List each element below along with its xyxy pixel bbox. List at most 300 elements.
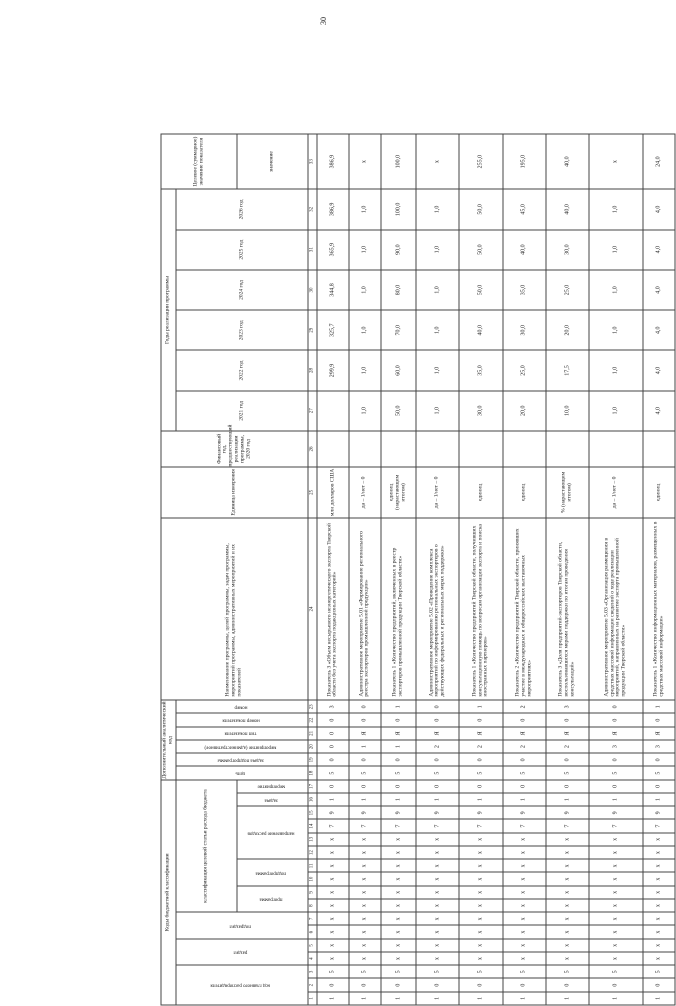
indicator-name: Административное мероприятие 5.03 «Организация размещения в средствах массовой информации сведений о ходе реализации мероприятий, направленных на развитие экспорта промышленной продукции Тверской области» (589, 518, 643, 700)
code-cell: х (546, 899, 589, 912)
code-cell: х (546, 833, 589, 846)
column-number: 4 (308, 952, 317, 965)
code-cell: х (546, 886, 589, 899)
code-cell: х (317, 926, 349, 939)
year-value-cell: 60,0 (381, 350, 416, 390)
code-cell: 5 (589, 766, 643, 779)
column-number: 6 (308, 926, 317, 939)
code-cell: 5 (459, 766, 502, 779)
code-cell: х (381, 833, 416, 846)
code-cell: 1 (349, 740, 381, 753)
code-cell: х (416, 859, 459, 872)
code-cell: Я (503, 727, 546, 740)
code-cell: Я (546, 727, 589, 740)
code-cell: 5 (503, 965, 546, 978)
code-cell: х (589, 859, 643, 872)
unit-cell: единиц (нарастающим итогом) (381, 467, 416, 518)
code-cell: 0 (317, 753, 349, 766)
column-number: 32 (308, 189, 317, 229)
column-number: 20 (308, 740, 317, 753)
base-year-cell (381, 431, 416, 467)
code-cell: 0 (349, 979, 381, 992)
header-c-target-text: цель (235, 770, 246, 776)
code-cell: х (589, 886, 643, 899)
header-year-6: 2026 год (176, 189, 308, 229)
code-cell: 1 (503, 992, 546, 1005)
unit-cell: единиц (503, 467, 546, 518)
code-cell: 0 (503, 713, 546, 726)
code-cell: х (349, 859, 381, 872)
header-c-type-text: тип показателя (224, 730, 257, 736)
code-cell: 1 (643, 793, 675, 806)
page-number: 30 (319, 17, 328, 25)
final-value-cell: 100,0 (381, 134, 416, 189)
code-cell: 7 (416, 820, 459, 833)
code-cell: х (459, 912, 502, 925)
header-target-article: классификация целевой статьи расхода бюджета (176, 780, 237, 913)
code-cell: х (317, 886, 349, 899)
code-cell: х (546, 926, 589, 939)
header-c-measure (176, 740, 308, 753)
indicator-name: Показатель 2 «Количество предприятий Тверской области, принявших участие в международных и общероссийских выставочных мероприятиях» (503, 518, 546, 700)
code-cell: х (317, 846, 349, 859)
column-number: 13 (308, 833, 317, 846)
year-value-cell: 299,9 (317, 350, 349, 390)
code-cell: х (317, 859, 349, 872)
column-number: 12 (308, 846, 317, 859)
code-cell: 3 (546, 700, 589, 713)
code-cell: х (643, 952, 675, 965)
unit-cell: да – 1/нет – 0 (589, 467, 643, 518)
code-cell: 0 (643, 979, 675, 992)
header-c-purpose-text: задача (264, 797, 278, 803)
code-cell: 7 (381, 820, 416, 833)
year-value-cell: 40,0 (503, 230, 546, 270)
code-cell: х (381, 926, 416, 939)
code-cell: 7 (546, 820, 589, 833)
code-cell: 7 (459, 820, 502, 833)
indicator-name: Показатель 1 «Количество предприятий, включенных в реестр экспортеров промышленной продукции Тверской области» (381, 518, 416, 700)
code-cell: х (503, 939, 546, 952)
code-cell: х (589, 846, 643, 859)
code-cell: х (589, 926, 643, 939)
column-number: 2 (308, 979, 317, 992)
column-number: 31 (308, 230, 317, 270)
header-final-value: значение (237, 134, 308, 189)
code-cell: 5 (381, 965, 416, 978)
code-cell: 7 (589, 820, 643, 833)
column-number: 25 (308, 467, 317, 518)
year-value-cell: 4,0 (643, 350, 675, 390)
table-row (381, 134, 416, 1005)
indicator-name: Показатель 3 «Доля предприятий-экспортеров Тверской области, воспользовавшихся мерами поддержки по итогам проведения консультаций» (546, 518, 589, 700)
code-cell: 5 (349, 965, 381, 978)
final-value-cell: х (589, 134, 643, 189)
program-indicators-table (161, 134, 676, 1006)
code-cell: 1 (589, 992, 643, 1005)
column-number: 19 (308, 753, 317, 766)
code-cell: х (416, 912, 459, 925)
code-cell: х (546, 859, 589, 872)
code-cell: 1 (546, 793, 589, 806)
code-cell: 0 (459, 753, 502, 766)
code-cell: 5 (546, 965, 589, 978)
code-cell: 7 (503, 820, 546, 833)
code-cell: х (317, 952, 349, 965)
year-value-cell: 80,0 (381, 270, 416, 310)
code-cell: х (381, 912, 416, 925)
code-cell: 1 (317, 992, 349, 1005)
year-value-cell: 30,0 (546, 230, 589, 270)
code-cell: 0 (546, 979, 589, 992)
year-value-cell: 1,0 (416, 310, 459, 350)
header-c-item (237, 780, 308, 793)
code-cell: 0 (416, 979, 459, 992)
code-cell: х (589, 833, 643, 846)
code-cell: х (381, 873, 416, 886)
final-value-cell: 24,0 (643, 134, 675, 189)
code-cell: х (503, 952, 546, 965)
year-value-cell: 1,0 (589, 310, 643, 350)
code-cell: Я (589, 727, 643, 740)
code-cell: х (546, 939, 589, 952)
year-value-cell: 10,0 (546, 391, 589, 431)
unit-cell: да – 1/нет – 0 (349, 467, 381, 518)
code-cell: 0 (503, 979, 546, 992)
header-section (176, 939, 308, 966)
header-c-kind (176, 700, 308, 713)
base-year-cell (317, 431, 349, 467)
year-value-cell: 4,0 (643, 189, 675, 229)
year-value-cell: 1,0 (349, 189, 381, 229)
unit-cell: % (нарастающим итогом) (546, 467, 589, 518)
code-cell: 0 (643, 780, 675, 793)
code-cell: 3 (589, 740, 643, 753)
code-cell: 0 (643, 713, 675, 726)
code-cell: х (381, 952, 416, 965)
code-cell: 9 (416, 806, 459, 819)
year-value-cell: 4,0 (643, 270, 675, 310)
table-row (546, 134, 589, 1005)
code-cell: 0 (416, 753, 459, 766)
final-value-cell: 195,0 (503, 134, 546, 189)
column-number: 23 (308, 700, 317, 713)
code-cell: х (643, 833, 675, 846)
column-number: 3 (308, 965, 317, 978)
code-cell: 1 (589, 793, 643, 806)
code-cell: 0 (459, 979, 502, 992)
base-year-cell (349, 431, 381, 467)
code-cell: 0 (546, 713, 589, 726)
code-cell: 9 (381, 806, 416, 819)
program-table-sheet (161, 134, 676, 1006)
code-cell: 2 (546, 740, 589, 753)
code-cell: х (503, 873, 546, 886)
column-number: 30 (308, 270, 317, 310)
final-value-cell: 40,0 (546, 134, 589, 189)
code-cell: х (503, 886, 546, 899)
unit-cell: единиц (459, 467, 502, 518)
indicator-name: Показатель 1 «Количество предприятий Тверской области, получивших консультационную помощь по вопросам организации экспорта и поиска иностранных партнеров» (459, 518, 502, 700)
column-number: 24 (308, 518, 317, 700)
column-number: 18 (308, 766, 317, 779)
table-row (349, 134, 381, 1005)
code-cell: 9 (503, 806, 546, 819)
code-cell: 0 (381, 713, 416, 726)
header-c-subprogram-text: подпрограмма (255, 870, 287, 876)
code-cell: 9 (459, 806, 502, 819)
code-cell: 5 (643, 766, 675, 779)
code-cell: х (416, 886, 459, 899)
code-cell: 7 (317, 820, 349, 833)
code-cell: х (349, 899, 381, 912)
code-cell: 9 (589, 806, 643, 819)
code-cell: х (349, 873, 381, 886)
code-cell: х (416, 833, 459, 846)
column-number: 15 (308, 806, 317, 819)
table-row (459, 134, 502, 1005)
header-c-number-text: номер показателя (222, 717, 260, 723)
code-cell: 5 (589, 965, 643, 978)
code-cell: 0 (317, 713, 349, 726)
year-value-cell: 1,0 (349, 310, 381, 350)
code-cell: х (643, 846, 675, 859)
code-cell: х (503, 926, 546, 939)
column-number: 33 (308, 134, 317, 189)
code-cell: 0 (416, 700, 459, 713)
year-value-cell: 30,0 (459, 391, 502, 431)
table-row (503, 134, 546, 1005)
code-cell: 5 (381, 766, 416, 779)
column-number: 28 (308, 350, 317, 390)
code-cell: х (416, 939, 459, 952)
table-header (161, 134, 317, 1005)
table-row (643, 134, 675, 1005)
code-cell: 0 (416, 780, 459, 793)
code-cell: 1 (381, 793, 416, 806)
year-value-cell: 1,0 (589, 189, 643, 229)
code-cell: х (643, 926, 675, 939)
header-final: Целевое (суммарное) значение показателя (161, 134, 237, 189)
code-cell: 5 (459, 965, 502, 978)
code-cell: х (643, 859, 675, 872)
code-cell: 2 (503, 700, 546, 713)
code-cell: 0 (381, 979, 416, 992)
code-cell: х (503, 899, 546, 912)
code-cell: 5 (546, 766, 589, 779)
year-value-cell: 4,0 (643, 310, 675, 350)
code-cell: х (459, 899, 502, 912)
code-cell: 0 (589, 700, 643, 713)
year-value-cell: 17,5 (546, 350, 589, 390)
header-subsection (176, 912, 308, 939)
code-cell: х (459, 952, 502, 965)
column-number: 21 (308, 727, 317, 740)
header-c-item-text: мероприятие (257, 783, 285, 789)
code-cell: х (317, 833, 349, 846)
code-cell: 1 (459, 700, 502, 713)
code-cell: 1 (349, 992, 381, 1005)
table-row (317, 134, 349, 1005)
base-year-cell (643, 431, 675, 467)
header-subsection-text: подраздел (229, 923, 252, 929)
year-value-cell: 35,0 (459, 350, 502, 390)
header-expense-code-text: код главного распорядителя (210, 982, 271, 988)
code-cell: х (317, 899, 349, 912)
year-value-cell: 40,0 (546, 189, 589, 229)
code-cell: х (503, 912, 546, 925)
code-cell: 1 (416, 992, 459, 1005)
code-cell: х (349, 939, 381, 952)
final-value-cell: 386,9 (317, 134, 349, 189)
code-cell: 9 (317, 806, 349, 819)
column-number: 22 (308, 713, 317, 726)
header-c-target2-text: задача подпрограммы (217, 757, 264, 763)
code-cell: х (381, 899, 416, 912)
code-cell: 7 (349, 820, 381, 833)
code-cell: х (317, 873, 349, 886)
code-cell: 5 (416, 965, 459, 978)
code-cell: 2 (459, 740, 502, 753)
column-number: 7 (308, 912, 317, 925)
code-cell: 1 (459, 992, 502, 1005)
code-cell: х (546, 846, 589, 859)
year-value-cell: 40,0 (459, 310, 502, 350)
code-cell: 5 (349, 766, 381, 779)
base-year-cell (589, 431, 643, 467)
code-cell: х (459, 873, 502, 886)
year-value-cell: 50,0 (459, 270, 502, 310)
code-cell: х (349, 912, 381, 925)
code-cell: Я (349, 727, 381, 740)
code-cell: 1 (381, 740, 416, 753)
table-row (589, 134, 643, 1005)
base-year-cell (503, 431, 546, 467)
code-cell: 0 (349, 700, 381, 713)
code-cell: х (643, 886, 675, 899)
code-cell: Я (416, 727, 459, 740)
code-cell: х (416, 873, 459, 886)
year-value-cell: 50,0 (381, 391, 416, 431)
year-value-cell: 25,0 (546, 270, 589, 310)
header-budget-codes: Коды бюджетной классификации (161, 780, 176, 1005)
code-cell: 0 (643, 753, 675, 766)
code-cell: х (349, 952, 381, 965)
year-value-cell: 1,0 (416, 189, 459, 229)
base-year-cell (416, 431, 459, 467)
code-cell: 0 (317, 979, 349, 992)
header-c-direction (237, 806, 308, 859)
header-name: Наименование программы, целей программы, задач программы, мероприятий программы, административных мероприятий и их показателей (161, 518, 308, 700)
indicator-name: Показатель 3 «Объем несырьевого неэнергетического экспорта Тверской области без учета экспорта подакцизных категорий» (317, 518, 349, 700)
code-cell: 0 (317, 727, 349, 740)
code-cell: х (349, 846, 381, 859)
indicator-name: Показатель 1 «Количество информационных материалов, размещенных в средствах массовой информации» (643, 518, 675, 700)
code-cell: 0 (503, 753, 546, 766)
year-value-cell: 1,0 (589, 391, 643, 431)
year-value-cell: 1,0 (589, 350, 643, 390)
header-c-measure-text: мероприятие (административное) (204, 744, 277, 750)
column-number: 26 (308, 431, 317, 467)
column-number: 29 (308, 310, 317, 350)
code-cell: 1 (381, 700, 416, 713)
year-value-cell: 50,0 (459, 189, 502, 229)
header-c-direction-text: направление расходов (247, 830, 295, 836)
base-year-cell (459, 431, 502, 467)
code-cell: х (459, 846, 502, 859)
column-number: 11 (308, 859, 317, 872)
code-cell: х (381, 939, 416, 952)
header-c-program-text: программа (259, 896, 283, 902)
code-cell: 3 (643, 740, 675, 753)
year-value-cell: 386,9 (317, 189, 349, 229)
column-number: 10 (308, 873, 317, 886)
year-value-cell: 25,0 (503, 350, 546, 390)
code-cell: 5 (317, 766, 349, 779)
year-value-cell: 1,0 (349, 230, 381, 270)
code-cell: х (459, 886, 502, 899)
year-value-cell: 20,0 (503, 391, 546, 431)
code-cell: Я (381, 727, 416, 740)
code-cell: х (459, 859, 502, 872)
header-year-4: 2024 год (176, 270, 308, 310)
code-cell: 1 (643, 700, 675, 713)
code-cell: х (416, 846, 459, 859)
table-row (416, 134, 459, 1005)
code-cell: х (503, 859, 546, 872)
code-cell: 0 (459, 780, 502, 793)
column-number: 1 (308, 992, 317, 1005)
header-analytic-code: Дополнительный аналитический код (161, 700, 176, 780)
final-value-cell: х (349, 134, 381, 189)
code-cell: 0 (416, 713, 459, 726)
header-c-target (176, 766, 308, 779)
code-cell: 7 (643, 820, 675, 833)
final-value-cell: 255,0 (459, 134, 502, 189)
code-cell: х (503, 833, 546, 846)
code-cell: 9 (546, 806, 589, 819)
year-value-cell: 1,0 (416, 350, 459, 390)
code-cell: х (317, 912, 349, 925)
header-c-purpose (237, 793, 308, 806)
year-value-cell: 4,0 (643, 391, 675, 431)
header-c-subprogram (237, 859, 308, 886)
code-cell: х (589, 952, 643, 965)
code-cell: х (381, 846, 416, 859)
header-year-3: 2023 год (176, 310, 308, 350)
code-cell: 5 (643, 965, 675, 978)
final-value-cell: х (416, 134, 459, 189)
column-number: 5 (308, 939, 317, 952)
code-cell: 0 (589, 979, 643, 992)
column-number: 9 (308, 886, 317, 899)
code-cell: Я (643, 727, 675, 740)
code-cell: 0 (381, 753, 416, 766)
code-cell: х (416, 952, 459, 965)
code-cell: х (643, 939, 675, 952)
code-cell: х (546, 912, 589, 925)
code-cell: х (546, 952, 589, 965)
header-c-type (176, 727, 308, 740)
year-value-cell (317, 391, 349, 431)
code-cell: 1 (546, 992, 589, 1005)
code-cell: х (589, 939, 643, 952)
year-value-cell: 35,0 (503, 270, 546, 310)
code-cell: х (349, 886, 381, 899)
column-number: 17 (308, 780, 317, 793)
year-value-cell: 1,0 (349, 391, 381, 431)
code-cell: 0 (589, 713, 643, 726)
